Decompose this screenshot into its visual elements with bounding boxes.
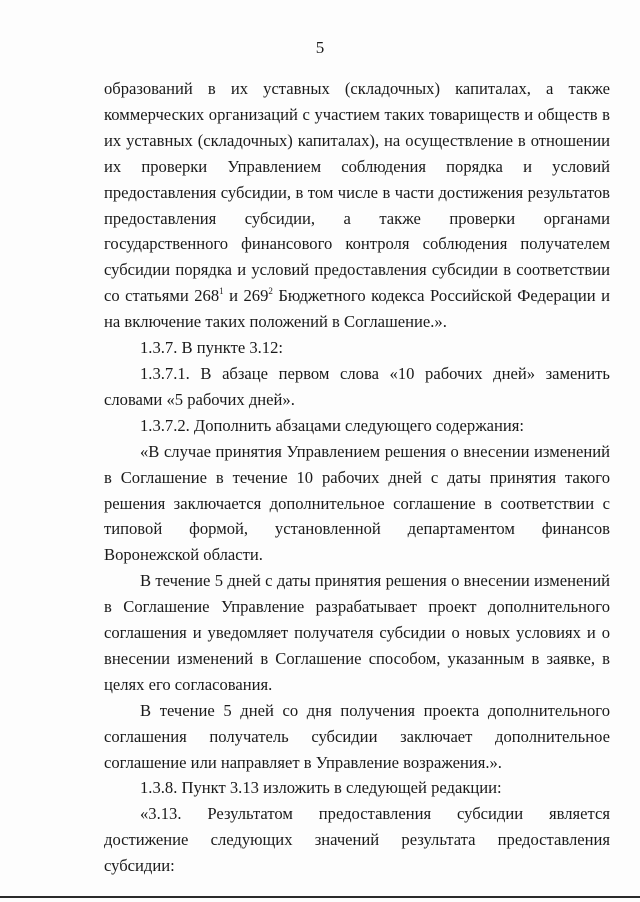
- paragraph-1-end: Бюджетного кодекса Российской Федерации и на включение таких положений в Соглашение.».: [104, 286, 611, 332]
- paragraph-5: «В случае принятия Управлением решения о внесении изменений в Соглашение в течение 10 рабочих дней с даты принятия такого решения заключается дополнительное соглашение в соответствии с типовой формой, установленной департаментом финансов Воронежской области.: [104, 441, 610, 565]
- paragraph-6: В течение 5 дней с даты принятия решения о внесении изменений в Соглашение Управление разрабатывает проект дополнительного соглашения и уведомляет получателя субсидии о новых условиях и о внесении изменений в Соглашение способом, указанным в заявке, в целях его согласования.: [104, 571, 610, 694]
- page-bottom-edge: [0, 896, 640, 898]
- paragraph-1: [104, 76, 610, 335]
- paragraph-9: «3.13. Результатом предоставления субсидии является достижение следующих значений результата предоставления субсидии:: [104, 804, 610, 876]
- document-body: [104, 76, 610, 879]
- page-number: 5: [315, 38, 325, 57]
- paragraph-4: 1.3.7.2. Дополнить абзацами следующего содержания:: [140, 415, 525, 435]
- superscript-1: 1: [219, 286, 224, 297]
- paragraph-2: 1.3.7. В пункте 3.12:: [140, 338, 284, 358]
- paragraph-3: 1.3.7.1. В абзаце первом слова «10 рабочих дней» заменить словами «5 рабочих дней».: [104, 363, 610, 409]
- paragraph-1-mid: и 269: [223, 286, 269, 306]
- paragraph-1-text: образований в их уставных (складочных) капиталах, а также коммерческих организаций с участием таких товариществ и обществ в их уставных (складочных) капиталах), на осуществление в отношении их проверки Управлением соблюдения порядка и условий предоставления субсидии, в том числе в части достижения результатов предоставления субсидии, а также проверки органами государственного финансового контроля соблюдения получателем субсидии порядка и условий предоставления субсидии в соответствии со статьями 268: [104, 79, 610, 306]
- paragraph-8: 1.3.8. Пункт 3.13 изложить в следующей редакции:: [140, 778, 502, 798]
- paragraph-7: В течение 5 дней со дня получения проекта дополнительного соглашения получатель субсидии заключает дополнительное соглашение или направляет в Управление возражения.».: [104, 700, 610, 772]
- superscript-2: 2: [268, 286, 273, 297]
